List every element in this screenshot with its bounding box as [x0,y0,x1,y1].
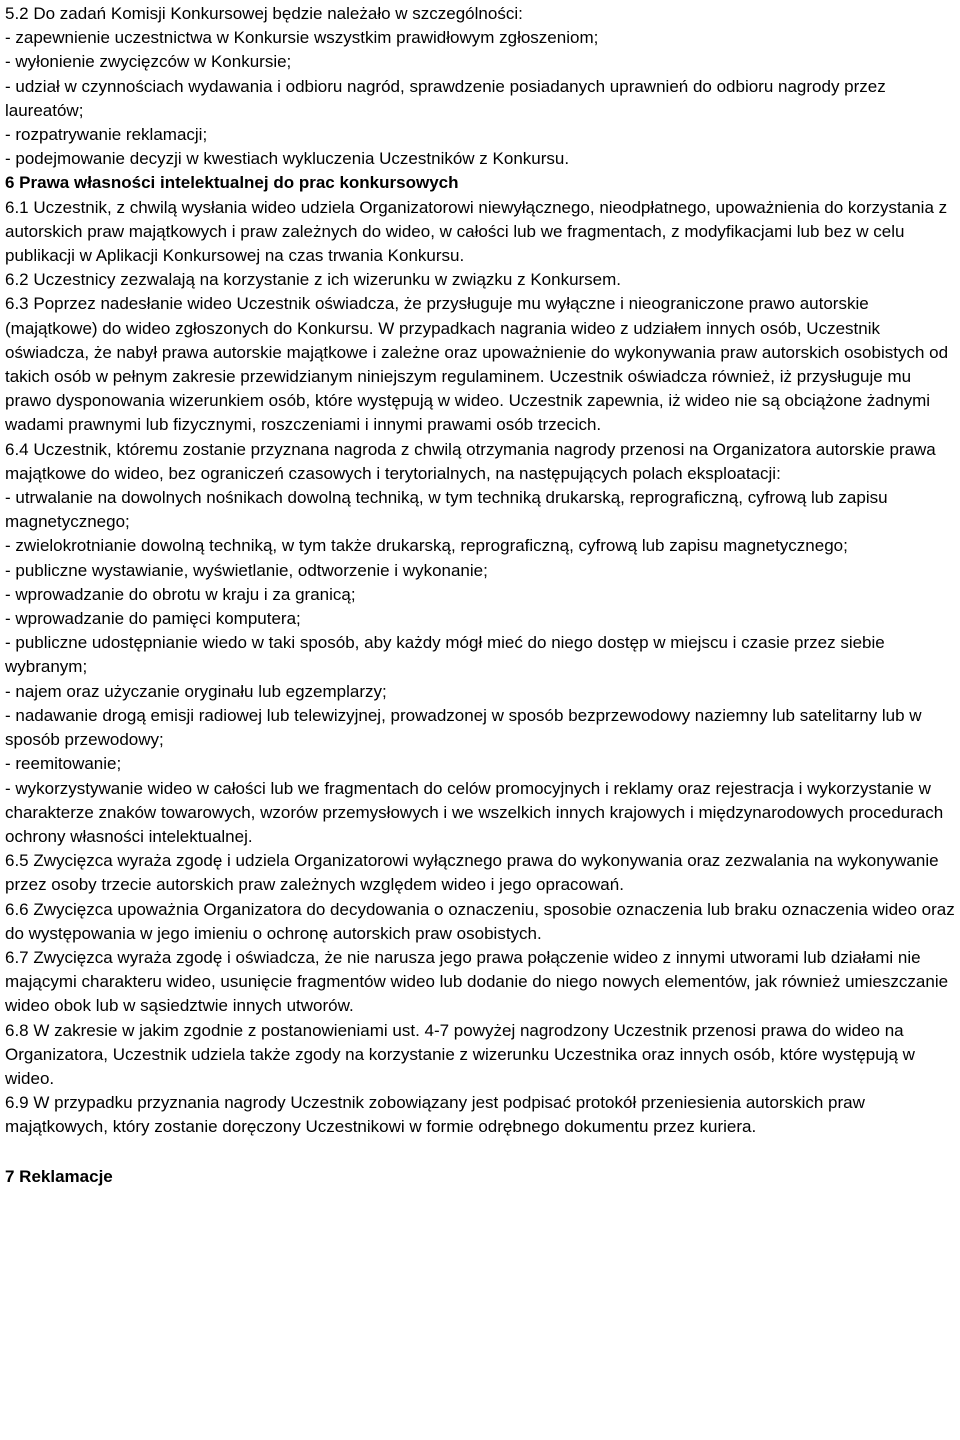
list-item: - najem oraz użyczanie oryginału lub egzemplarzy; [5,681,387,701]
list-item: - wprowadzanie do pamięci komputera; [5,609,301,629]
paragraph-6-3: 6.3 Poprzez nadesłanie wideo Uczestnik oświadcza, że przysługuje mu wyłączne i nieograniczone prawo autorskie (majątkowe) do wideo zgłoszonych do Konkursu. W przypadkach nagrania wideo z udziałem innych osób, Uczestnik oświadcza, że nabył prawa autorskie majątkowe i zależne oraz upoważnienie do wykonywania praw autorskich osobistych od takich osób w pełnym zakresie przewidzianym niniejszym regulaminem. Uczestnik oświadcza również, iż przysługuje mu prawo dysponowania wizerunkiem osób, które występują w wideo. Uczestnik zapewnia, iż wideo nie są obciążone żadnymi wadami prawnymi lub fizycznymi, roszczeniami i innymi prawami osób trzecich. [5,294,949,435]
list-item: - zwielokrotnianie dowolną techniką, w tym także drukarską, reprograficzną, cyfrową lub zapisu magnetycznego; [5,536,848,556]
list-item: - wykorzystywanie wideo w całości lub we fragmentach do celów promocyjnych i reklamy oraz rejestracja i wykorzystanie w charakterze znaków towarowych, wzorów przemysłowych i we wszelkich innych krajowych i międzynarodowych procedurach ochrony własności intelektualnej. [5,778,944,846]
paragraph-6-7: 6.7 Zwycięzca wyraża zgodę i oświadcza, że nie narusza jego prawa połączenie wideo z innymi utworami lub działami nie mającymi charakteru wideo, usunięcie fragmentów wideo lub dodanie do niego nowych elementów, jak również umieszczanie wideo obok lub w sąsiedztwie innych utworów. [5,947,949,1016]
section-7-heading: 7 Reklamacje [5,1166,113,1186]
section-6-heading: 6 Prawa własności intelektualnej do prac konkursowych [5,173,459,193]
paragraph-6-5: 6.5 Zwycięzca wyraża zgodę i udziela Organizatorowi wyłącznego prawa do wykonywania oraz zezwalania na wykonywanie przez osoby trzecie autorskich praw zależnych względem wideo i jego opracowań. [5,851,939,895]
list-item: - utrwalanie na dowolnych nośnikach dowolną techniką, w tym techniką drukarską, reprograficzną, cyfrową lub zapisu magnetycznego; [5,488,888,532]
document-page [5,2,957,1189]
list-item: - nadawanie drogą emisji radiowej lub telewizyjnej, prowadzonej w sposób bezprzewodowy naziemny lub satelitarny lub w sposób przewodowy; [5,705,922,750]
paragraph-6-6: 6.6 Zwycięzca upoważnia Organizatora do decydowania o oznaczeniu, sposobie oznaczenia lub braku oznaczenia wideo oraz do występowania w jego imieniu o ochronę autorskich praw osobistych. [5,899,955,943]
list-item: - reemitowanie; [5,754,122,774]
list-item: - publiczne wystawianie, wyświetlanie, odtworzenie i wykonanie; [5,560,488,580]
paragraph-6-8: 6.8 W zakresie w jakim zgodnie z postanowieniami ust. 4-7 powyżej nagrodzony Uczestnik przenosi prawa do wideo na Organizatora, Uczestnik udziela także zgody na korzystanie z wizerunku Uczestnika oraz innych osób, które występują w wideo. [5,1020,915,1088]
list-item: - wyłonienie zwycięzców w Konkursie; [5,52,292,72]
list-item: - podejmowanie decyzji w kwestiach wykluczenia Uczestników z Konkursu. [5,149,570,169]
paragraph-6-2: 6.2 Uczestnicy zezwalają na korzystanie z ich wizerunku w związku z Konkursem. [5,270,622,290]
paragraph-6-1: 6.1 Uczestnik, z chwilą wysłania wideo udziela Organizatorowi niewyłącznego, nieodpłatnego, upoważnienia do korzystania z autorskich praw majątkowych i praw zależnych do wideo, w całości lub we fragmentach, z modyfikacjami lub bez w celu publikacji w Aplikacji Konkursowej na czas trwania Konkursu. [5,197,948,266]
paragraph-6-9: 6.9 W przypadku przyznania nagrody Uczestnik zobowiązany jest podpisać protokół przeniesienia autorskich praw majątkowych, który zostanie doręczony Uczestnikowi w formie odrębnego dokumentu przez kuriera. [5,1093,865,1137]
list-item: - zapewnienie uczestnictwa w Konkursie wszystkim prawidłowym zgłoszeniom; [5,28,599,48]
list-item: - publiczne udostępnianie wiedo w taki sposób, aby każdy mógł mieć do niego dostęp w miejscu i czasie przez siebie wybranym; [5,633,885,677]
paragraph-6-4: 6.4 Uczestnik, któremu zostanie przyznana nagroda z chwilą otrzymania nagrody przenosi na Organizatora autorskie prawa majątkowe do wideo, bez ograniczeń czasowych i terytorialnych, na następujących polach eksploatacji: [5,439,936,483]
list-item: - wprowadzanie do obrotu w kraju i za granicą; [5,584,356,604]
section-5-2-title: 5.2 Do zadań Komisji Konkursowej będzie należało w szczególności: [5,4,523,23]
list-item: - rozpatrywanie reklamacji; [5,125,208,145]
list-item: - udział w czynnościach wydawania i odbioru nagród, sprawdzenie posiadanych uprawnień do odbioru nagrody przez laureatów; [5,76,886,120]
